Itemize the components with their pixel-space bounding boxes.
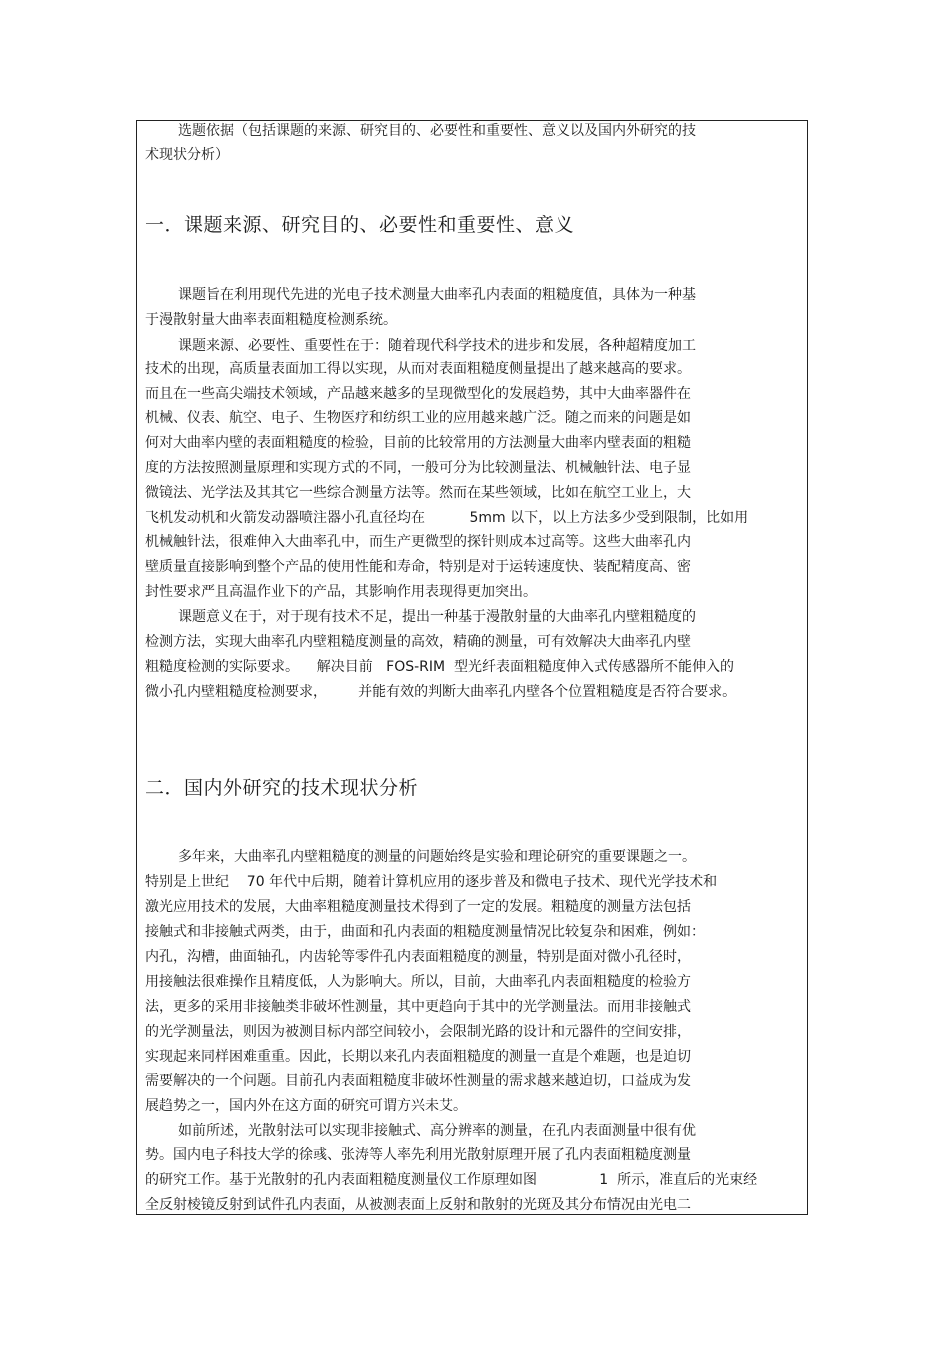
- paragraph-line: 度的方法按照测量原理和实现方式的不同，一般可分为比较测量法、机械触针法、电子显: [145, 460, 691, 476]
- paragraph-line: 检测方法，实现大曲率孔内壁粗糙度测量的高效，精确的测量，可有效解决大曲率孔内壁: [145, 634, 691, 650]
- paragraph-line: 飞机发动机和火箭发动器喷注器小孔直径均在 5mm 以下，以上方法多少受到限制，比如用: [145, 510, 749, 526]
- paragraph-line: 展趋势之一，国内外在这方面的研究可谓方兴未艾。: [145, 1098, 467, 1114]
- paragraph-line: 激光应用技术的发展，大曲率粗糙度测量技术得到了一定的发展。粗糙度的测量方法包括: [145, 899, 691, 915]
- paragraph-line: 机械触针法，很难伸入大曲率孔中，而生产更微型的探针则成本过高等。这些大曲率孔内: [145, 534, 691, 550]
- paragraph-line: 多年来，大曲率孔内壁粗糙度的测量的问题始终是实验和理论研究的重要课题之一。: [178, 849, 696, 865]
- paragraph-line: 需要解决的一个问题。目前孔内表面粗糙度非破坏性测量的需求越来越迫切，口益成为发: [145, 1073, 691, 1089]
- paragraph-line: 特别是上世纪 70 年代中后期，随着计算机应用的逐步普及和微电子技术、现代光学技术和: [145, 874, 718, 890]
- paragraph-line: 壁质量直接影响到整个产品的使用性能和寿命，特别是对于运转速度快、装配精度高、密: [145, 559, 691, 575]
- paragraph-line: 课题来源、必要性、重要性在于：随着现代科学技术的进步和发展，各种超精度加工: [178, 338, 696, 354]
- paragraph-line: 微小孔内壁粗糙度检测要求， 并能有效的判断大曲率孔内壁各个位置粗糙度是否符合要求。: [145, 684, 737, 700]
- paragraph-line: 的研究工作。基于光散射的孔内表面粗糙度测量仪工作原理如图 1 所示，准直后的光束经: [145, 1172, 758, 1188]
- section-heading: 一．课题来源、研究目的、必要性和重要性、意义: [145, 214, 575, 236]
- paragraph-line: 于漫散射量大曲率表面粗糙度检测系统。: [145, 312, 397, 328]
- paragraph-line: 机械、仪表、航空、电子、生物医疗和纺织工业的应用越来越广泛。随之而来的问题是如: [145, 410, 691, 426]
- paragraph-line: 的光学测量法，则因为被测目标内部空间较小，会限制光路的设计和元器件的空间安排，: [145, 1024, 691, 1040]
- paragraph-line: 内孔，沟槽，曲面轴孔，内齿轮等零件孔内表面粗糙度的测量，特别是面对微小孔径时，: [145, 949, 691, 965]
- paragraph-line: 接触式和非接触式两类，由于，曲面和孔内表面的粗糙度测量情况比较复杂和困难，例如：: [145, 924, 705, 940]
- header-line: 选题依据（包括课题的来源、研究目的、必要性和重要性、意义以及国内外研究的技: [178, 123, 696, 139]
- paragraph-line: 如前所述，光散射法可以实现非接触式、高分辨率的测量，在孔内表面测量中很有优: [178, 1123, 696, 1139]
- paragraph-line: 技术的出现，高质量表面加工得以实现，从而对表面粗糙度侧量提出了越来越高的要求。: [145, 361, 691, 377]
- paragraph-line: 用接触法很难操作且精度低，人为影响大。所以，目前，大曲率孔内表面粗糙度的检验方: [145, 974, 691, 990]
- paragraph-line: 粗糙度检测的实际要求。 解决目前 FOS-RIM 型光纤表面粗糙度伸入式传感器所不能伸入的: [145, 659, 734, 675]
- paragraph-line: 实现起来同样困难重重。因此，长期以来孔内表面粗糙度的测量一直是个难题，也是迫切: [145, 1049, 691, 1065]
- paragraph-line: 课题意义在于，对于现有技术不足，提出一种基于漫散射量的大曲率孔内壁粗糙度的: [178, 609, 696, 625]
- paragraph-line: 势。国内电子科技大学的徐彧、张涛等人率先利用光散射原理开展了孔内表面粗糙度测量: [145, 1147, 691, 1163]
- paragraph-line: 而且在一些高尖端技术领域，产品越来越多的呈现微型化的发展趋势，其中大曲率器件在: [145, 386, 691, 402]
- paragraph-line: 微镜法、光学法及其其它一些综合测量方法等。然而在某些领域，比如在航空工业上，大: [145, 485, 691, 501]
- paragraph-line: 课题旨在利用现代先进的光电子技术测量大曲率孔内表面的粗糙度值，具体为一种基: [178, 287, 696, 303]
- section-heading: 二．国内外研究的技术现状分析: [145, 777, 419, 799]
- header-line: 术现状分析）: [145, 147, 229, 163]
- paragraph-line: 封性要求严且高温作业下的产品，其影响作用表现得更加突出。: [145, 584, 537, 600]
- paragraph-line: 何对大曲率内壁的表面粗糙度的检验，目前的比较常用的方法测量大曲率内壁表面的粗糙: [145, 435, 691, 451]
- paragraph-line: 法，更多的采用非接触类非破坏性测量，其中更趋向于其中的光学测量法。而用非接触式: [145, 999, 691, 1015]
- paragraph-line: 全反射棱镜反射到试件孔内表面，从被测表面上反射和散射的光斑及其分布情况由光电二: [145, 1197, 691, 1213]
